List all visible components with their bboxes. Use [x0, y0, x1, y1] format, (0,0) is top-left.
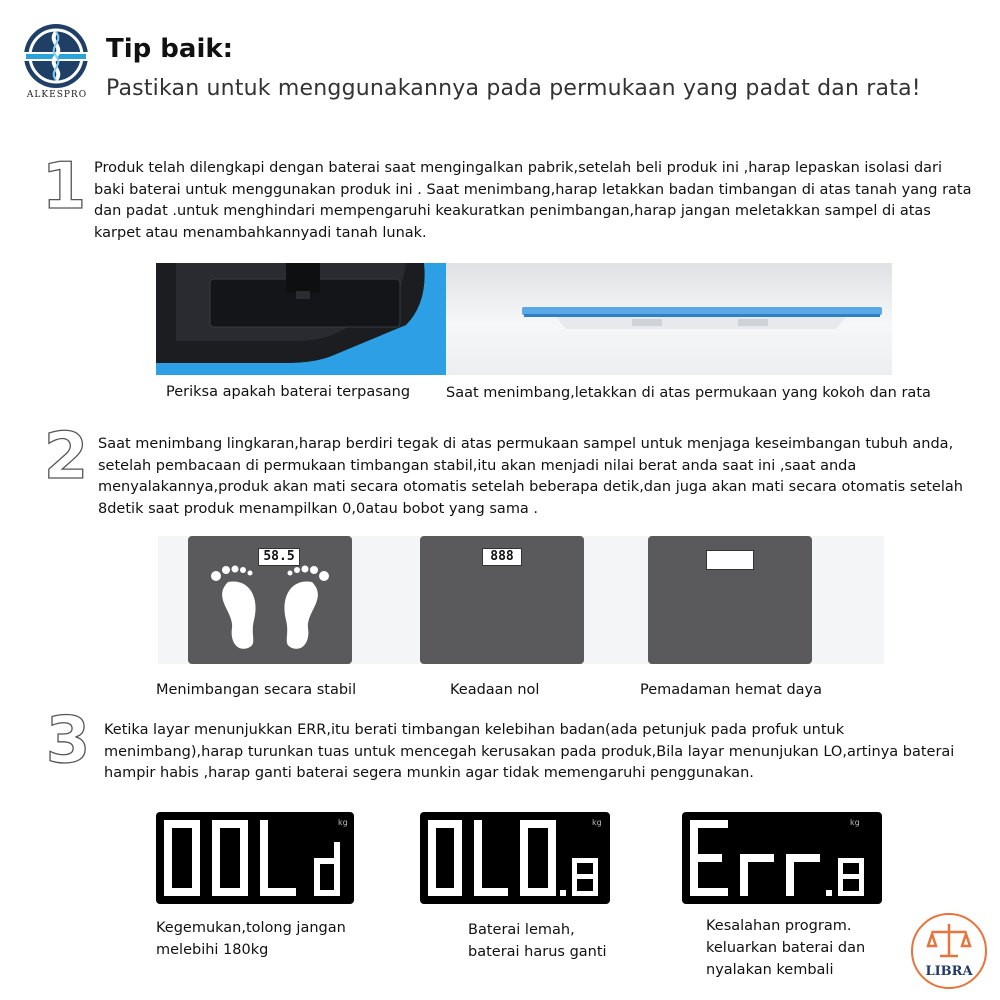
step-1-text: Produk telah dilengkapi dengan baterai saat mengingalkan pabrik,setelah beli produk ini ,harap lepaskan isolasi dari baki baterai untuk menggunakan produk ini . Saat menimbang,harap letakkan badan timbangan di atas tanah yang rata dan padat .untuk menghindari mempengaruhi keakuratkan penimbangan,harap jangan meletakkan sampel di atas karpet atau menambahkannyadi tanah lunak. [94, 160, 972, 241]
display-error [682, 812, 882, 904]
caption-overload-line2: melebihi 180kg [156, 942, 269, 958]
caption-low-line2: baterai harus ganti [468, 944, 607, 960]
scale-states-strip [158, 536, 884, 664]
svg-text:3: 3 [45, 704, 91, 770]
caption-low-line1: Baterai lemah, [468, 922, 575, 938]
footprints-icon [188, 536, 352, 664]
unit-label: kg [592, 818, 602, 827]
unit-label: kg [850, 818, 860, 827]
display-overload [156, 812, 354, 904]
scale-pad-stable [188, 536, 352, 664]
unit-label: kg [338, 818, 348, 827]
scale-side-illustration [446, 263, 892, 375]
tip-subtitle: Pastikan untuk menggunakannya pada permukaan yang padat dan rata! [106, 76, 921, 101]
caption-power-save: Pemadaman hemat daya [640, 682, 823, 698]
caption-battery-check: Periksa apakah baterai terpasang [166, 384, 411, 400]
scale-pad-zero [420, 536, 584, 664]
libra-badge [910, 912, 988, 990]
scale-on-floor-photo [446, 263, 892, 375]
battery-tray-illustration [156, 263, 446, 375]
caption-flat-surface: Saat menimbang,letakkan di atas permukaan yang kokoh dan rata [446, 385, 931, 401]
step-1-numeral [42, 150, 86, 216]
lcd-zero-reading: 888 [482, 548, 522, 566]
step-2-text: Saat menimbang lingkaran,harap berdiri tegak di atas permukaan sampel untuk menjaga keseimbangan tubuh anda, setelah pembacaan di permukaan timbangan stabil,itu akan menjadi nilai berat anda saat ini ,saat anda menyalakannya,produk akan mati secara otomatis setelah beberapa detik,dan juga akan mati secara otomatis setelah 8detik saat produk menampilkan 0,0atau bobot yang sama . [98, 436, 963, 517]
scale-pad-off [648, 536, 812, 664]
caption-zero: Keadaan nol [450, 682, 540, 698]
libra-label: LIBRA [925, 964, 973, 979]
segment-digits-low [420, 812, 610, 904]
battery-tray-photo [156, 263, 446, 375]
lcd-stable-reading: 58.5 [258, 548, 300, 566]
caption-overload-line1: Kegemukan,tolong jangan [156, 920, 346, 936]
lcd-blank [706, 550, 754, 570]
step-2-numeral [42, 420, 90, 486]
segment-digits-overload [156, 812, 354, 904]
step-3-numeral [44, 704, 92, 770]
caption-error-line2: keluarkan baterai dan [706, 940, 866, 956]
caption-error-line3: nyalakan kembali [706, 962, 834, 978]
svg-text:1: 1 [42, 150, 86, 216]
caption-stable: Menimbangan secara stabil [156, 682, 357, 698]
brand-name: ALKESPRO [26, 90, 88, 100]
display-low-battery [420, 812, 610, 904]
tip-title: Tip baik: [106, 34, 234, 64]
caption-error-line1: Kesalahan program. [706, 918, 852, 934]
svg-text:2: 2 [43, 420, 89, 486]
step-3-text: Ketika layar menunjukkan ERR,itu berati timbangan kelebihan badan(ada petunjuk pada profuk untuk menimbang),harap turunkan tuas untuk mencegah kerusakan pada produk,Bila layar menunjukan LO,artinya baterai hampir habis ,harap ganti baterai segera munkin agar tidak memengaruhi penggunakan. [104, 722, 955, 781]
